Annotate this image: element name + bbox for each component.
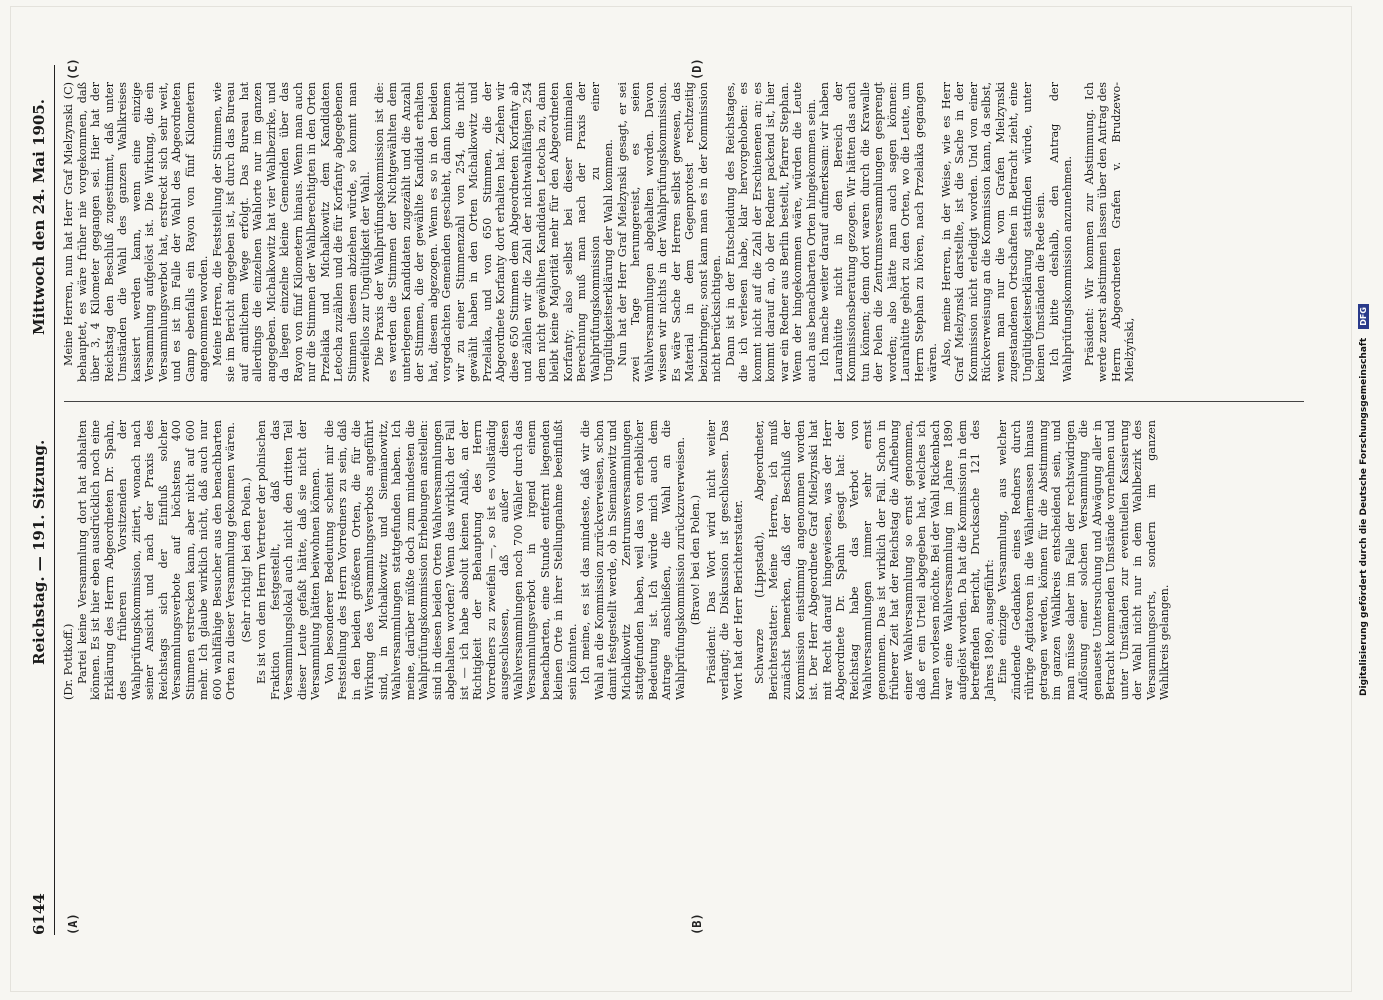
paragraph: Meine Herren, die Feststellung der Stimmen, wie sie im Bericht angegeben ist, ist durch das Bureau auf amtlichem Wege erfolgt. Das Bureau hat allerdings die einzelnen Wahlorte nur im ganzen angegeben. Michalkowitz hat vier Wahlbezirke, und da liegen einzelne kleine Gemeinden über das Rayon von fünf Kilometern hinaus. Wenn man auch nur die Stimmen der Wahlberechtigten in den Orten Przelaika und Michalkowitz dem Kandidaten Letocha zuzählen und die für Korfanty abgegebenen Stimmen diesem abziehen würde, so kommt man zweifellos zur Ungültigkeit der Wahl. [210, 82, 372, 382]
paragraph: Partei keine Versammlung dort hat abhalten können. Es ist hier eben ausdrücklich noch eine Erklärung des Herrn Abgeordneten Dr. Spahn, des früheren Vorsitzenden der Wahlprüfungskommission, zitiert, wonach nach seiner Ansicht und nach der Praxis des Reichstags sich der Einfluß solcher Versammlungsverbote auf höchstens 400 Stimmen erstrecken kann, aber nicht auf 600 mehr. Ich glaube wirklich nicht, daß auch nur 600 wahlfähige Besucher aus den benachbarten Orten zu dieser Versammlung gekommen wären. [75, 420, 237, 700]
paragraph: Ich bitte deshalb, den Antrag der Wahlprüfungskommission anzunehmen. [1047, 82, 1074, 382]
paragraph: Ich meine, es ist das mindeste, daß wir die Wahl an die Kommission zurückverweisen, schon damit festgestellt werde, ob in Siemianowitz und Michalkowitz Zentrumsversammlungen stattgefunden haben, weil das von erheblicher Bedeutung ist. Ich würde mich auch dem Antrage anschließen, die Wahl an die Wahlprüfungskommission zurückzuverweisen. [579, 420, 687, 700]
spacer [745, 420, 753, 700]
margin-letter-d: (D) [690, 58, 704, 80]
interjection: (Sehr richtig! bei den Polen.) [239, 477, 253, 643]
speaker-reference: (Dr. Pottkoff.) [62, 623, 75, 700]
margin-letter-a: (A) [66, 913, 80, 935]
paragraph: Dann ist in der Entscheidung des Reichstages, die ich verlesen habe, klar hervorgehoben: es kommt nicht auf die Zahl der Erschienenen an; es kommt darauf an, ob der Redner packend ist, hier war ein Redner aus Berlin bestellt, Pfarrer Stephan. Wenn der hingekommen wäre, würden die Leute auch aus benachbarten Orten hingekommen sein. [723, 82, 818, 382]
page-number: 6144 [30, 893, 48, 935]
paragraph: Schwarze (Lippstadt), Abgeordneter, Berichterstatter: Meine Herren, ich muß zunächst bemerken, daß der Beschluß der Kommission einstimmig angenommen worden ist. Der Herr Abgeordnete Graf Mielzynski hat mit Recht darauf hingewiesen, was der Herr Abgeordnete Dr. Spahn gesagt hat: der Reichstag habe das Verbot von Wahlversammlungen immer sehr ernst genommen. Das ist wirklich der Fall. Schon in früherer Zeit hat der Reichstag die Aufhebung einer Wahlversammlung so ernst genommen, daß er ein Urteil abgegeben hat, welches ich Ihnen vorlesen möchte. Bei der Wahl Rickenbach war eine Wahlversammlung im Jahre 1890 aufgelöst worden. Da hat die Kommission in dem betreffenden Bericht, Drucksache 121 des Jahres 1890, ausgeführt: [753, 420, 996, 700]
margin-letter-c: (C) [66, 58, 80, 80]
paragraph: Es ist von dem Herrn Vertreter der polnischen Fraktion festgestellt, daß das Versammlungslokal auch nicht den dritten Teil dieser Leute gefaßt hätte, daß sie nicht der Versammlung hätten beiwohnen können. [255, 420, 322, 700]
digitization-note [1358, 10, 1374, 990]
column-divider [64, 401, 1304, 402]
paragraph: Ich mache weiter darauf aufmerksam: wir haben Laurahütte nicht in den Bereich der Kommissionsberatung gezogen. Wir hätten das auch tun können; denn dort waren durch die Krawalle der Polen die Zentrumsversammlungen gesprengt worden; also hätte man auch sagen können: Laurahütte gehört zu den Orten, wo die Leute, um Herrn Stephan zu hören, nach Przelaika gegangen wären. [818, 82, 939, 382]
paragraph: Von besonderer Bedeutung scheint mir die Feststellung des Herrn Vorredners zu sein, daß in den beiden größeren Orten, die für die Wirkung des Versammlungsverbots angeführt sind, in Michalkowitz und Siemianowitz, Wahlversammlungen stattgefunden haben. Ich meine, darüber müßte doch zum mindesten die Wahlprüfungskommission Erhebungen anstellen: sind in diesen beiden Orten Wahlversammlungen abgehalten worden? Wenn das wirklich der Fall ist — ich habe absolut keinen Anlaß, an der Richtigkeit der Behauptung des Herrn Vorredners zu zweifeln —, so ist es vollständig ausgeschlossen, daß außer diesen Wahlversammlungen noch 700 Wähler durch das Versammlungsverbot in irgend einem benachbarten, eine Stunde entfernt liegenden kleinen Orte in ihrer Stellungnahme beeinflußt sein könnten. [322, 420, 579, 700]
page-header [18, 65, 55, 935]
left-column [62, 420, 1172, 700]
paragraph: Präsident: Das Wort wird nicht weiter verlangt; die Diskussion ist geschlossen. Das Wort hat der Herr Berichterstatter. [704, 420, 745, 700]
paragraph: Die Praxis der Wahlprüfungskommission ist die: es werden die Stimmen der Nichtgewählten dem unterlegenen Kandidaten zugezählt und die Anzahl der Stimmen, die der gewählte Kandidat erhalten hat, diesem abgezogen. Wenn es so in den beiden vorgedachten Gemeinden geschieht, dann kommen wir zu einer Stimmenzahl von 254, die nicht gewählt haben in den Orten Michalkowitz und Przelaika, und von 650 Stimmen, die der Abgeordnete Korfanty dort erhalten hat. Ziehen wir diese 650 Stimmen dem Abgeordneten Korfanty ab und zählen wir die Zahl der nichtwahlfähigen 254 dem nicht gewählten Kandidaten Letocha zu, dann bleibt keine Majorität mehr für den Abgeordneten Korfanty; also selbst bei dieser minimalen Berechnung muß man nach der Praxis der Wahlprüfungskommission zu einer Ungültigkeitserklärung der Wahl kommen. [372, 82, 615, 382]
dfg-logo: DFG [1358, 304, 1369, 329]
right-column [62, 82, 1137, 382]
margin-letter-b: (B) [690, 913, 704, 935]
digitization-text: Digitalisierung gefördert durch die Deutsche Forschungsgemeinschaft [1359, 337, 1369, 696]
header-right-title: Mittwoch den 24. Mai 1905. [30, 98, 48, 335]
paragraph: Meine Herren, nun hat Herr Graf Mielzynski (C) behauptet, es wäre früher nie vorgekommen, daß über 3, 4 Kilometer gegangen sei. Hier hat der Reichstag den Beschluß zugestimmt, daß unter Umständen die Wahl des ganzen Wahlkreises kassiert werden kann, wenn eine einzige Versammlung aufgelöst ist. Die Wirkung, die ein Versammlungsverbot hat, erstreckt sich sehr weit, und es ist im Falle der Wahl des Abgeordneten Gamp ebenfalls ein Rayon von fünf Kilometern angenommen worden. [62, 82, 210, 382]
paragraph: Also, meine Herren, in der Weise, wie es Herr Graf Mielzynski darstellte, ist die Sache in der Kommission nicht erledigt worden. Und von einer Rückverweisung an die Kommission kann, da selbst, wenn man nur die vom Grafen Mielzynski zugestandenen Ortschaften in Betracht zieht, eine Ungültigkeitserklärung stattfinden würde, unter keinen Umständen die Rede sein. [939, 82, 1047, 382]
quoted-paragraph: Eine einzige Versammlung, aus welcher zündende Gedanken eines Redners durch rührige Agitatoren in die Wählermassen hinaus getragen werden, können für die Abstimmung im ganzen Wahlkreis entscheidend sein, und man müsse daher im Falle der rechtswidrigen Auflösung einer solchen Versammlung die genaueste Untersuchung und Abwägung aller in Betracht kommenden Umstände vornehmen und unter Umständen zur eventuellen Kassierung der Wahl nicht nur in dem Wahlbezirk des Versammlungsorts, sondern im ganzen Wahlkreis gelangen. [996, 420, 1171, 700]
paragraph: Präsident: Wir kommen zur Abstimmung. Ich werde zuerst abstimmen lassen über den Antrag des Herrn Abgeordneten Grafen v. Brudzewo-Mielżyński, [1082, 82, 1136, 382]
spacer [1075, 82, 1083, 382]
header-left-title: Reichstag. — 191. Sitzung. [30, 439, 48, 665]
interjection: (Bravo! bei den Polen.) [689, 494, 702, 626]
paragraph: Nun hat der Herr Graf Mielzynski gesagt, er sei zwei Tage herumgereist, es seien Wahlversammlungen abgehalten worden. Davon wissen wir nichts in der Wahlprüfungskommission. Es wäre Sache der Herren selbst gewesen, das Material in dem Gegenprotest rechtzeitig beizubringen; sonst kann man es in der Kommission nicht berücksichtigen. [615, 82, 723, 382]
